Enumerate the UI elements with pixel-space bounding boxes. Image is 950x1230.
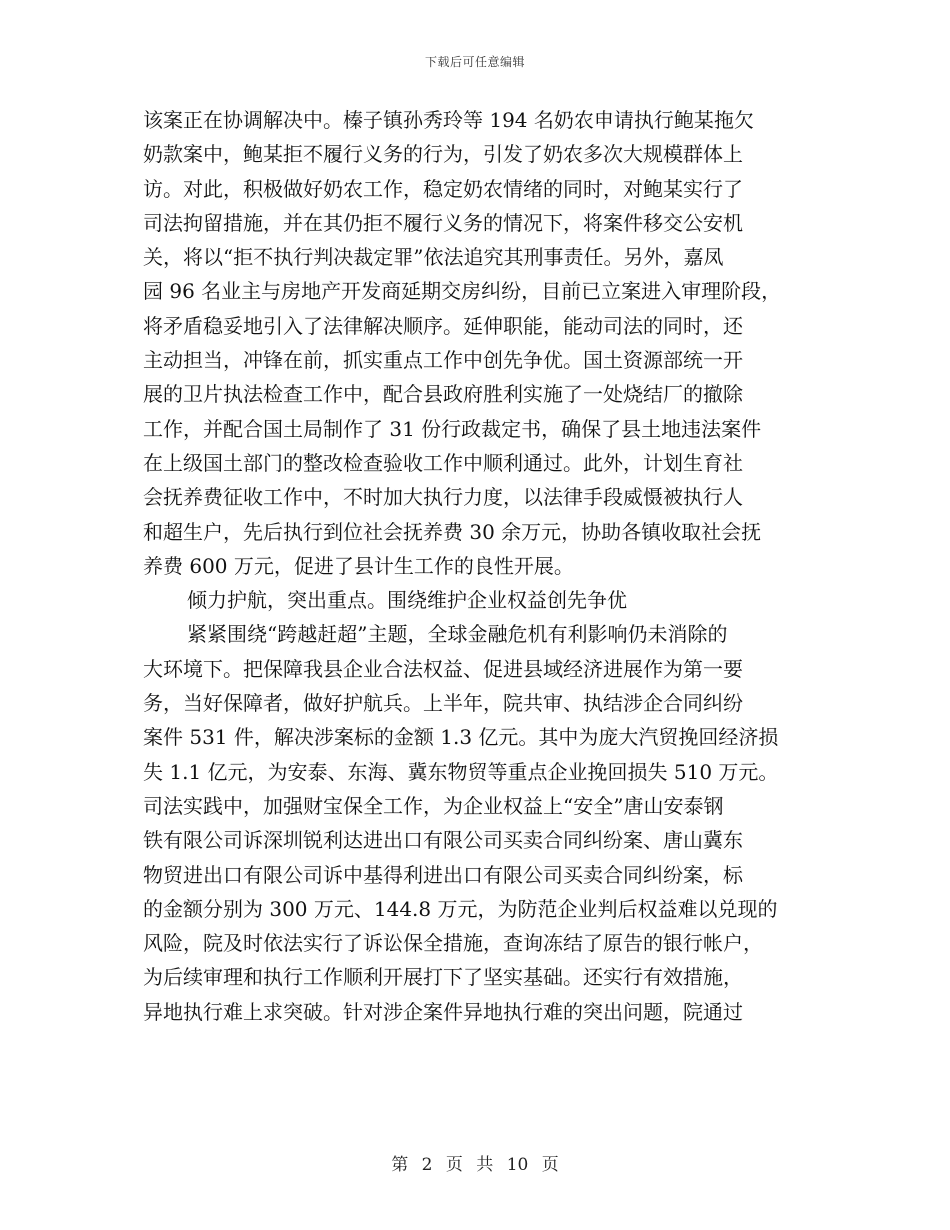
- text-line: 司法拘留措施，并在其仍拒不履行义务的情况下，将案件移交公安机: [143, 210, 743, 235]
- text-line: 铁有限公司诉深圳锐利达进出口有限公司买卖合同纠纷案、唐山冀东: [143, 828, 743, 853]
- total-suffix: 页: [541, 1155, 559, 1175]
- total-prefix: 共: [476, 1155, 494, 1175]
- text-line: 为后续审理和执行工作顺利开展打下了坚实基础。还实行有效措施，: [143, 965, 743, 990]
- total-pages: 10: [506, 1155, 529, 1175]
- text-line: 和超生户，先后执行到位社会抚养费 30 余万元，协助各镇收取社会抚: [143, 519, 762, 544]
- page-number: 2: [421, 1155, 433, 1175]
- text-line: 会抚养费征收工作中，不时加大执行力度，以法律手段威慑被执行人: [143, 485, 743, 510]
- text-line: 在上级国土部门的整改检查验收工作中顺利通过。此外，计划生育社: [143, 450, 743, 475]
- text-line: 失 1.1 亿元，为安泰、东海、冀东物贸等重点企业挽回损失 510 万元。: [143, 759, 779, 784]
- text-line: 大环境下。把保障我县企业合法权益、促进县域经济进展作为第一要: [143, 656, 743, 681]
- text-line: 工作，并配合国土局制作了 31 份行政裁定书，确保了县土地违法案件: [143, 416, 762, 441]
- text-line: 访。对此，积极做好奶农工作，稳定奶农情绪的同时，对鲍某实行了: [143, 176, 743, 201]
- text-line: 园 96 名业主与房地产开发商延期交房纠纷，目前已立案进入审理阶段，: [143, 279, 782, 304]
- text-line: 案件 531 件，解决涉案标的金额 1.3 亿元。其中为庞大汽贸挽回经济损: [143, 725, 779, 750]
- text-line: 异地执行难上求突破。针对涉企案件异地执行难的突出问题，院通过: [143, 999, 743, 1024]
- document-body: [143, 103, 813, 1029]
- text-line: 主动担当，冲锋在前，抓实重点工作中创先争优。国土资源部统一开: [143, 348, 743, 373]
- text-line: 物贸进出口有限公司诉中基得利进出口有限公司买卖合同纠纷案，标: [143, 862, 743, 887]
- text-line: 展的卫片执法检查工作中，配合县政府胜利实施了一处烧结厂的撤除: [143, 382, 743, 407]
- page-mid: 页: [445, 1155, 463, 1175]
- page-header: 下载后可任意编辑: [424, 55, 525, 69]
- text-line: 养费 600 万元，促进了县计生工作的良性开展。: [143, 553, 574, 578]
- page-prefix: 第: [391, 1155, 409, 1175]
- text-line: 风险，院及时依法实行了诉讼保全措施，查询冻结了原告的银行帐户，: [143, 931, 763, 956]
- text-line: 司法实践中，加强财宝保全工作，为企业权益上“安全”唐山安泰钢: [143, 793, 724, 818]
- section-heading: 倾力护航，突出重点。围绕维护企业权益创先争优: [187, 588, 627, 613]
- text-line: 关，将以“拒不执行判决裁定罪”依法追究其刑事责任。另外，嘉凤: [143, 245, 724, 270]
- text-line: 务，当好保障者，做好护航兵。上半年，院共审、执结涉企合同纠纷: [143, 691, 743, 716]
- text-line: 将矛盾稳妥地引入了法律解决顺序。延伸职能，能动司法的同时，还: [143, 313, 743, 338]
- page-footer: [0, 1150, 950, 1175]
- text-line: 紧紧围绕“跨越赶超”主题，全球金融危机有利影响仍未消除的: [187, 622, 728, 647]
- text-line: 的金额分别为 300 万元、144.8 万元，为防范企业判后权益难以兑现的: [143, 896, 778, 921]
- text-line: 奶款案中，鲍某拒不履行义务的行为，引发了奶农多次大规模群体上: [143, 142, 743, 167]
- text-line: 该案正在协调解决中。榛子镇孙秀玲等 194 名奶农申请执行鲍某拖欠: [143, 108, 754, 132]
